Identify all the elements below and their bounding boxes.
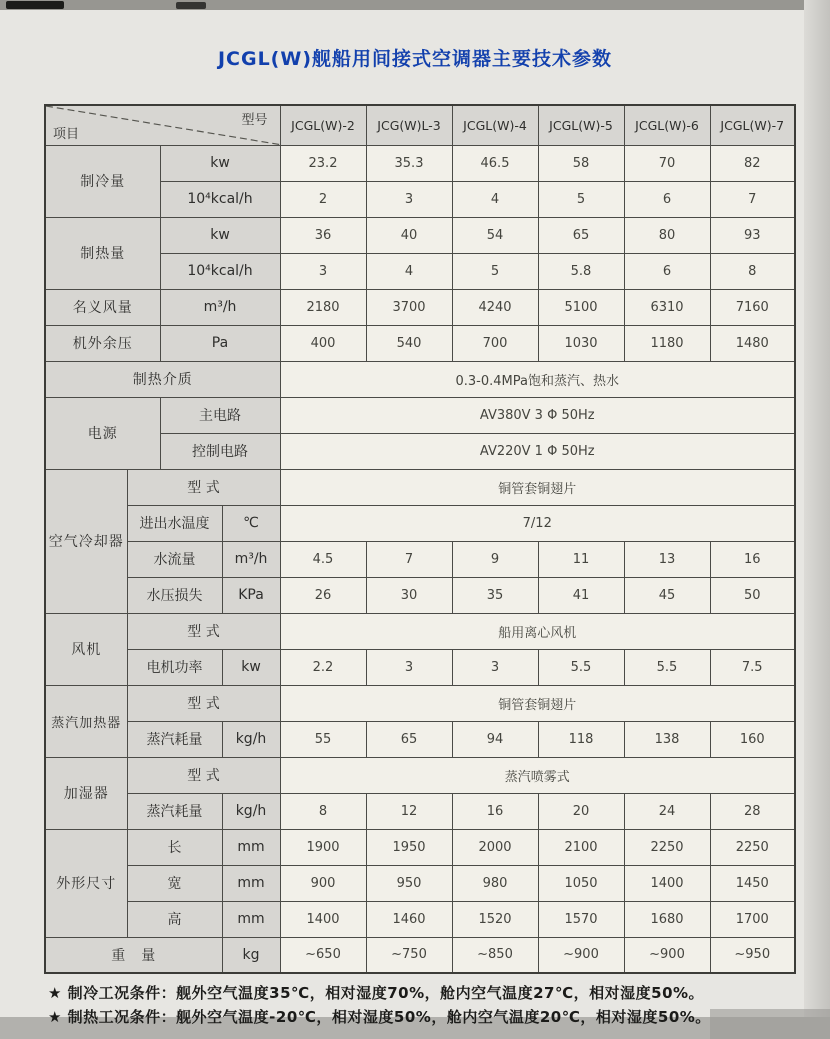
sub-label-main-circuit: 主电路 <box>160 397 280 433</box>
value-cell: 50 <box>710 577 795 613</box>
value-cell: 2250 <box>624 829 710 865</box>
model-header-cell: JCG(W)L-3 <box>366 105 452 145</box>
value-cell: 1450 <box>710 865 795 901</box>
value-cell: 94 <box>452 721 538 757</box>
unit-cell: mm <box>222 865 280 901</box>
value-cell: 1050 <box>538 865 624 901</box>
sub-label-width: 宽 <box>127 865 222 901</box>
value-cell: 980 <box>452 865 538 901</box>
value-cell: 3 <box>280 253 366 289</box>
value-cell: 45 <box>624 577 710 613</box>
value-cell: 5.8 <box>538 253 624 289</box>
unit-cell: kw <box>222 649 280 685</box>
row-label-weight: 重 量 <box>45 937 222 973</box>
scan-artifact-corner <box>710 1009 830 1039</box>
sub-label-length: 长 <box>127 829 222 865</box>
value-cell: 1950 <box>366 829 452 865</box>
value-cell: 65 <box>538 217 624 253</box>
unit-cell: kw <box>160 145 280 181</box>
scan-artifact-top-band <box>0 0 830 10</box>
steam-heater-consumption-row <box>45 721 795 757</box>
value-cell: 3 <box>366 181 452 217</box>
sub-label-steam-consumption: 蒸汽耗量 <box>127 793 222 829</box>
value-cell: 20 <box>538 793 624 829</box>
merged-value-cell: 0.3-0.4MPa饱和蒸汽、热水 <box>280 361 795 397</box>
unit-cell: mm <box>222 829 280 865</box>
value-cell: 2100 <box>538 829 624 865</box>
value-cell: 46.5 <box>452 145 538 181</box>
merged-value-cell: 7/12 <box>280 505 795 541</box>
value-cell: 1180 <box>624 325 710 361</box>
value-cell: 2.2 <box>280 649 366 685</box>
scan-artifact-blob <box>176 2 206 9</box>
value-cell: 23.2 <box>280 145 366 181</box>
footnote-cooling-condition: ★ 制冷工况条件：舰外空气温度35℃，相对湿度70%，舱内空气温度27℃，相对湿度50%。 <box>48 984 705 1002</box>
unit-cell: Pa <box>160 325 280 361</box>
value-cell: 4 <box>452 181 538 217</box>
value-cell: 7160 <box>710 289 795 325</box>
value-cell: 160 <box>710 721 795 757</box>
value-cell: 6 <box>624 253 710 289</box>
scan-artifact-blob <box>6 1 64 9</box>
value-cell: 5 <box>452 253 538 289</box>
value-cell: 36 <box>280 217 366 253</box>
unit-cell: ℃ <box>222 505 280 541</box>
value-cell: 70 <box>624 145 710 181</box>
value-cell: 16 <box>452 793 538 829</box>
value-cell: 2000 <box>452 829 538 865</box>
power-main-row <box>45 397 795 433</box>
unit-cell: KPa <box>222 577 280 613</box>
model-header-cell: JCGL(W)-5 <box>538 105 624 145</box>
unit-cell: kw <box>160 217 280 253</box>
row-label-power: 电源 <box>45 397 160 469</box>
weight-row <box>45 937 795 973</box>
value-cell: 82 <box>710 145 795 181</box>
merged-value-cell: 蒸汽喷雾式 <box>280 757 795 793</box>
value-cell: 5.5 <box>538 649 624 685</box>
sub-label-type: 型 式 <box>127 613 280 649</box>
corner-label-item: 项目 <box>53 126 80 142</box>
page-title: JCGL(W)舰船用间接式空调器主要技术参数 <box>217 48 613 70</box>
row-label-heating: 制热量 <box>45 217 160 289</box>
footnote-heating-condition: ★ 制热工况条件：舰外空气温度-20℃，相对湿度50%，舱内空气温度20℃，相对湿度50%。 <box>48 1008 711 1026</box>
merged-value-cell: 铜管套铜翅片 <box>280 469 795 505</box>
scan-artifact-right-band <box>804 0 830 1039</box>
cooling-kw-row <box>45 145 795 181</box>
value-cell: 35.3 <box>366 145 452 181</box>
value-cell: ~900 <box>624 937 710 973</box>
sub-label-control-circuit: 控制电路 <box>160 433 280 469</box>
value-cell: 40 <box>366 217 452 253</box>
value-cell: 2250 <box>710 829 795 865</box>
spec-table <box>44 104 796 974</box>
unit-cell: kg <box>222 937 280 973</box>
value-cell: 7.5 <box>710 649 795 685</box>
header-row <box>45 105 795 145</box>
sub-label-type: 型 式 <box>127 469 280 505</box>
sub-label-type: 型 式 <box>127 685 280 721</box>
sub-label-motor-power: 电机功率 <box>127 649 222 685</box>
sub-label-steam-consumption: 蒸汽耗量 <box>127 721 222 757</box>
heating-kw-row <box>45 217 795 253</box>
value-cell: 900 <box>280 865 366 901</box>
value-cell: 6 <box>624 181 710 217</box>
value-cell: ~750 <box>366 937 452 973</box>
value-cell: 2180 <box>280 289 366 325</box>
value-cell: 55 <box>280 721 366 757</box>
humidifier-type-row <box>45 757 795 793</box>
value-cell: 54 <box>452 217 538 253</box>
value-cell: 11 <box>538 541 624 577</box>
value-cell: 80 <box>624 217 710 253</box>
value-cell: 540 <box>366 325 452 361</box>
corner-label-model: 型号 <box>241 113 268 128</box>
merged-value-cell: AV220V 1 Φ 50Hz <box>280 433 795 469</box>
value-cell: 35 <box>452 577 538 613</box>
airflow-row <box>45 289 795 325</box>
sub-label-height: 高 <box>127 901 222 937</box>
humidifier-consumption-row <box>45 793 795 829</box>
value-cell: 1400 <box>624 865 710 901</box>
row-label-dimensions: 外形尺寸 <box>45 829 127 937</box>
merged-value-cell: 铜管套铜翅片 <box>280 685 795 721</box>
sub-label-water-flow: 水流量 <box>127 541 222 577</box>
merged-value-cell: 船用离心风机 <box>280 613 795 649</box>
value-cell: 5.5 <box>624 649 710 685</box>
value-cell: 400 <box>280 325 366 361</box>
model-header-cell: JCGL(W)-6 <box>624 105 710 145</box>
model-header-cell: JCGL(W)-7 <box>710 105 795 145</box>
value-cell: 3 <box>366 649 452 685</box>
value-cell: 1700 <box>710 901 795 937</box>
row-label-airflow: 名义风量 <box>45 289 160 325</box>
value-cell: 4240 <box>452 289 538 325</box>
value-cell: 28 <box>710 793 795 829</box>
unit-cell: mm <box>222 901 280 937</box>
value-cell: 950 <box>366 865 452 901</box>
value-cell: 8 <box>710 253 795 289</box>
model-header-cell: JCGL(W)-4 <box>452 105 538 145</box>
value-cell: 26 <box>280 577 366 613</box>
value-cell: 118 <box>538 721 624 757</box>
value-cell: 41 <box>538 577 624 613</box>
sub-label-type: 型 式 <box>127 757 280 793</box>
value-cell: 1900 <box>280 829 366 865</box>
unit-cell: m³/h <box>160 289 280 325</box>
unit-cell: m³/h <box>222 541 280 577</box>
value-cell: 1520 <box>452 901 538 937</box>
value-cell: 1680 <box>624 901 710 937</box>
value-cell: 1400 <box>280 901 366 937</box>
unit-cell: kg/h <box>222 793 280 829</box>
value-cell: 24 <box>624 793 710 829</box>
row-label-air-cooler: 空气冷却器 <box>45 469 127 613</box>
merged-value-cell: AV380V 3 Φ 50Hz <box>280 397 795 433</box>
value-cell: ~850 <box>452 937 538 973</box>
model-header-cell: JCGL(W)-2 <box>280 105 366 145</box>
heating-medium-row <box>45 361 795 397</box>
value-cell: ~900 <box>538 937 624 973</box>
value-cell: 138 <box>624 721 710 757</box>
cooler-type-row <box>45 469 795 505</box>
value-cell: 58 <box>538 145 624 181</box>
dimension-width-row <box>45 865 795 901</box>
value-cell: 6310 <box>624 289 710 325</box>
cooler-water-temp-row <box>45 505 795 541</box>
unit-cell: 10⁴kcal/h <box>160 181 280 217</box>
fan-type-row <box>45 613 795 649</box>
value-cell: 5 <box>538 181 624 217</box>
value-cell: 3 <box>452 649 538 685</box>
value-cell: 1460 <box>366 901 452 937</box>
cooler-flow-row <box>45 541 795 577</box>
value-cell: 5100 <box>538 289 624 325</box>
value-cell: 2 <box>280 181 366 217</box>
pressure-row <box>45 325 795 361</box>
sub-label-pressure-loss: 水压损失 <box>127 577 222 613</box>
unit-cell: kg/h <box>222 721 280 757</box>
value-cell: 4.5 <box>280 541 366 577</box>
value-cell: 1030 <box>538 325 624 361</box>
value-cell: 93 <box>710 217 795 253</box>
row-label-cooling: 制冷量 <box>45 145 160 217</box>
unit-cell: 10⁴kcal/h <box>160 253 280 289</box>
value-cell: 3700 <box>366 289 452 325</box>
dimension-height-row <box>45 901 795 937</box>
value-cell: 8 <box>280 793 366 829</box>
value-cell: 1480 <box>710 325 795 361</box>
value-cell: 700 <box>452 325 538 361</box>
table-corner-cell <box>45 105 280 145</box>
row-label-heating-medium: 制热介质 <box>45 361 280 397</box>
value-cell: 4 <box>366 253 452 289</box>
row-label-fan: 风机 <box>45 613 127 685</box>
value-cell: 9 <box>452 541 538 577</box>
value-cell: 13 <box>624 541 710 577</box>
value-cell: 65 <box>366 721 452 757</box>
dimension-length-row <box>45 829 795 865</box>
sub-label-water-temp: 进出水温度 <box>127 505 222 541</box>
row-label-pressure: 机外余压 <box>45 325 160 361</box>
steam-heater-type-row <box>45 685 795 721</box>
value-cell: 1570 <box>538 901 624 937</box>
row-label-humidifier: 加湿器 <box>45 757 127 829</box>
value-cell: 16 <box>710 541 795 577</box>
cooler-loss-row <box>45 577 795 613</box>
fan-power-row <box>45 649 795 685</box>
value-cell: 30 <box>366 577 452 613</box>
value-cell: 7 <box>366 541 452 577</box>
value-cell: 7 <box>710 181 795 217</box>
value-cell: 12 <box>366 793 452 829</box>
value-cell: ~650 <box>280 937 366 973</box>
value-cell: ~950 <box>710 937 795 973</box>
row-label-steam-heater: 蒸汽加热器 <box>45 685 127 757</box>
